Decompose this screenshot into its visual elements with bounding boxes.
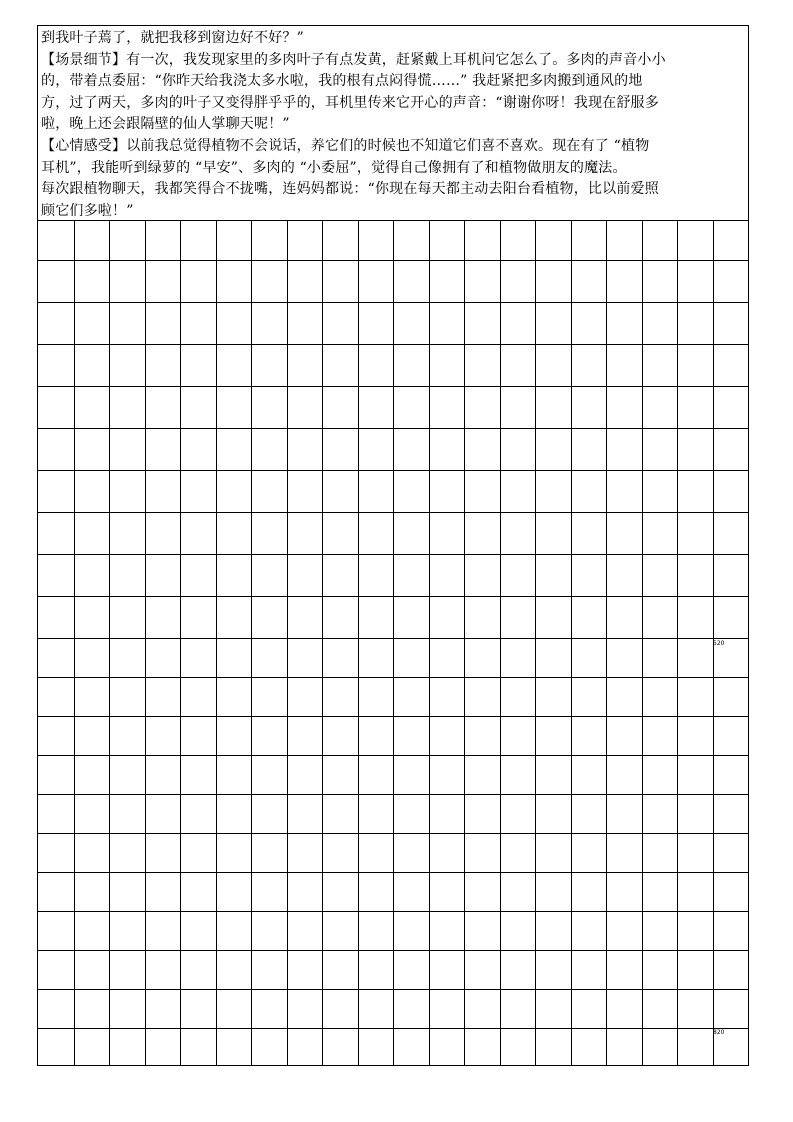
essay-line-3: 的，带着点委屈：“你昨天给我浇太多水啦，我的根有点闷得慌……” 我赶紧把多肉搬到通风的地 (41, 73, 643, 90)
essay-line-7: 耳机”，我能听到绿萝的 “早安”、多肉的 “小委屈”，觉得自己像拥有了和植物做朋友的魔法。 (41, 159, 627, 176)
essay-line-9: 顾它们多啦！” (41, 202, 134, 219)
writing-grid-lines (38, 221, 748, 1065)
essay-line-6: 【心情感受】以前我总觉得植物不会说话，养它们的时候也不知道它们喜不喜欢。现在有了 “植物 (41, 137, 650, 154)
essay-line-8: 每次跟植物聊天，我都笑得合不拢嘴，连妈妈都说：“你现在每天都主动去阳台看植物，比以前爱照 (41, 181, 659, 198)
writing-grid (38, 221, 748, 1065)
essay-line-1: 到我叶子蔫了，就把我移到窗边好不好？” (41, 30, 304, 46)
word-count-marker-820: 820 (713, 1029, 725, 1036)
essay-text-box (38, 26, 748, 221)
essay-line-5: 啦，晚上还会跟隔壁的仙人掌聊天呢！” (41, 116, 290, 133)
essay-line-4: 方，过了两天，多肉的叶子又变得胖乎乎的，耳机里传来它开心的声音：“谢谢你呀！我现在舒服多 (41, 94, 659, 111)
word-count-marker-520: 520 (713, 640, 725, 647)
essay-line-2: 【场景细节】有一次，我发现家里的多肉叶子有点发黄，赶紧戴上耳机问它怎么了。多肉的声音小小 (41, 51, 666, 68)
answer-sheet (37, 25, 749, 1066)
